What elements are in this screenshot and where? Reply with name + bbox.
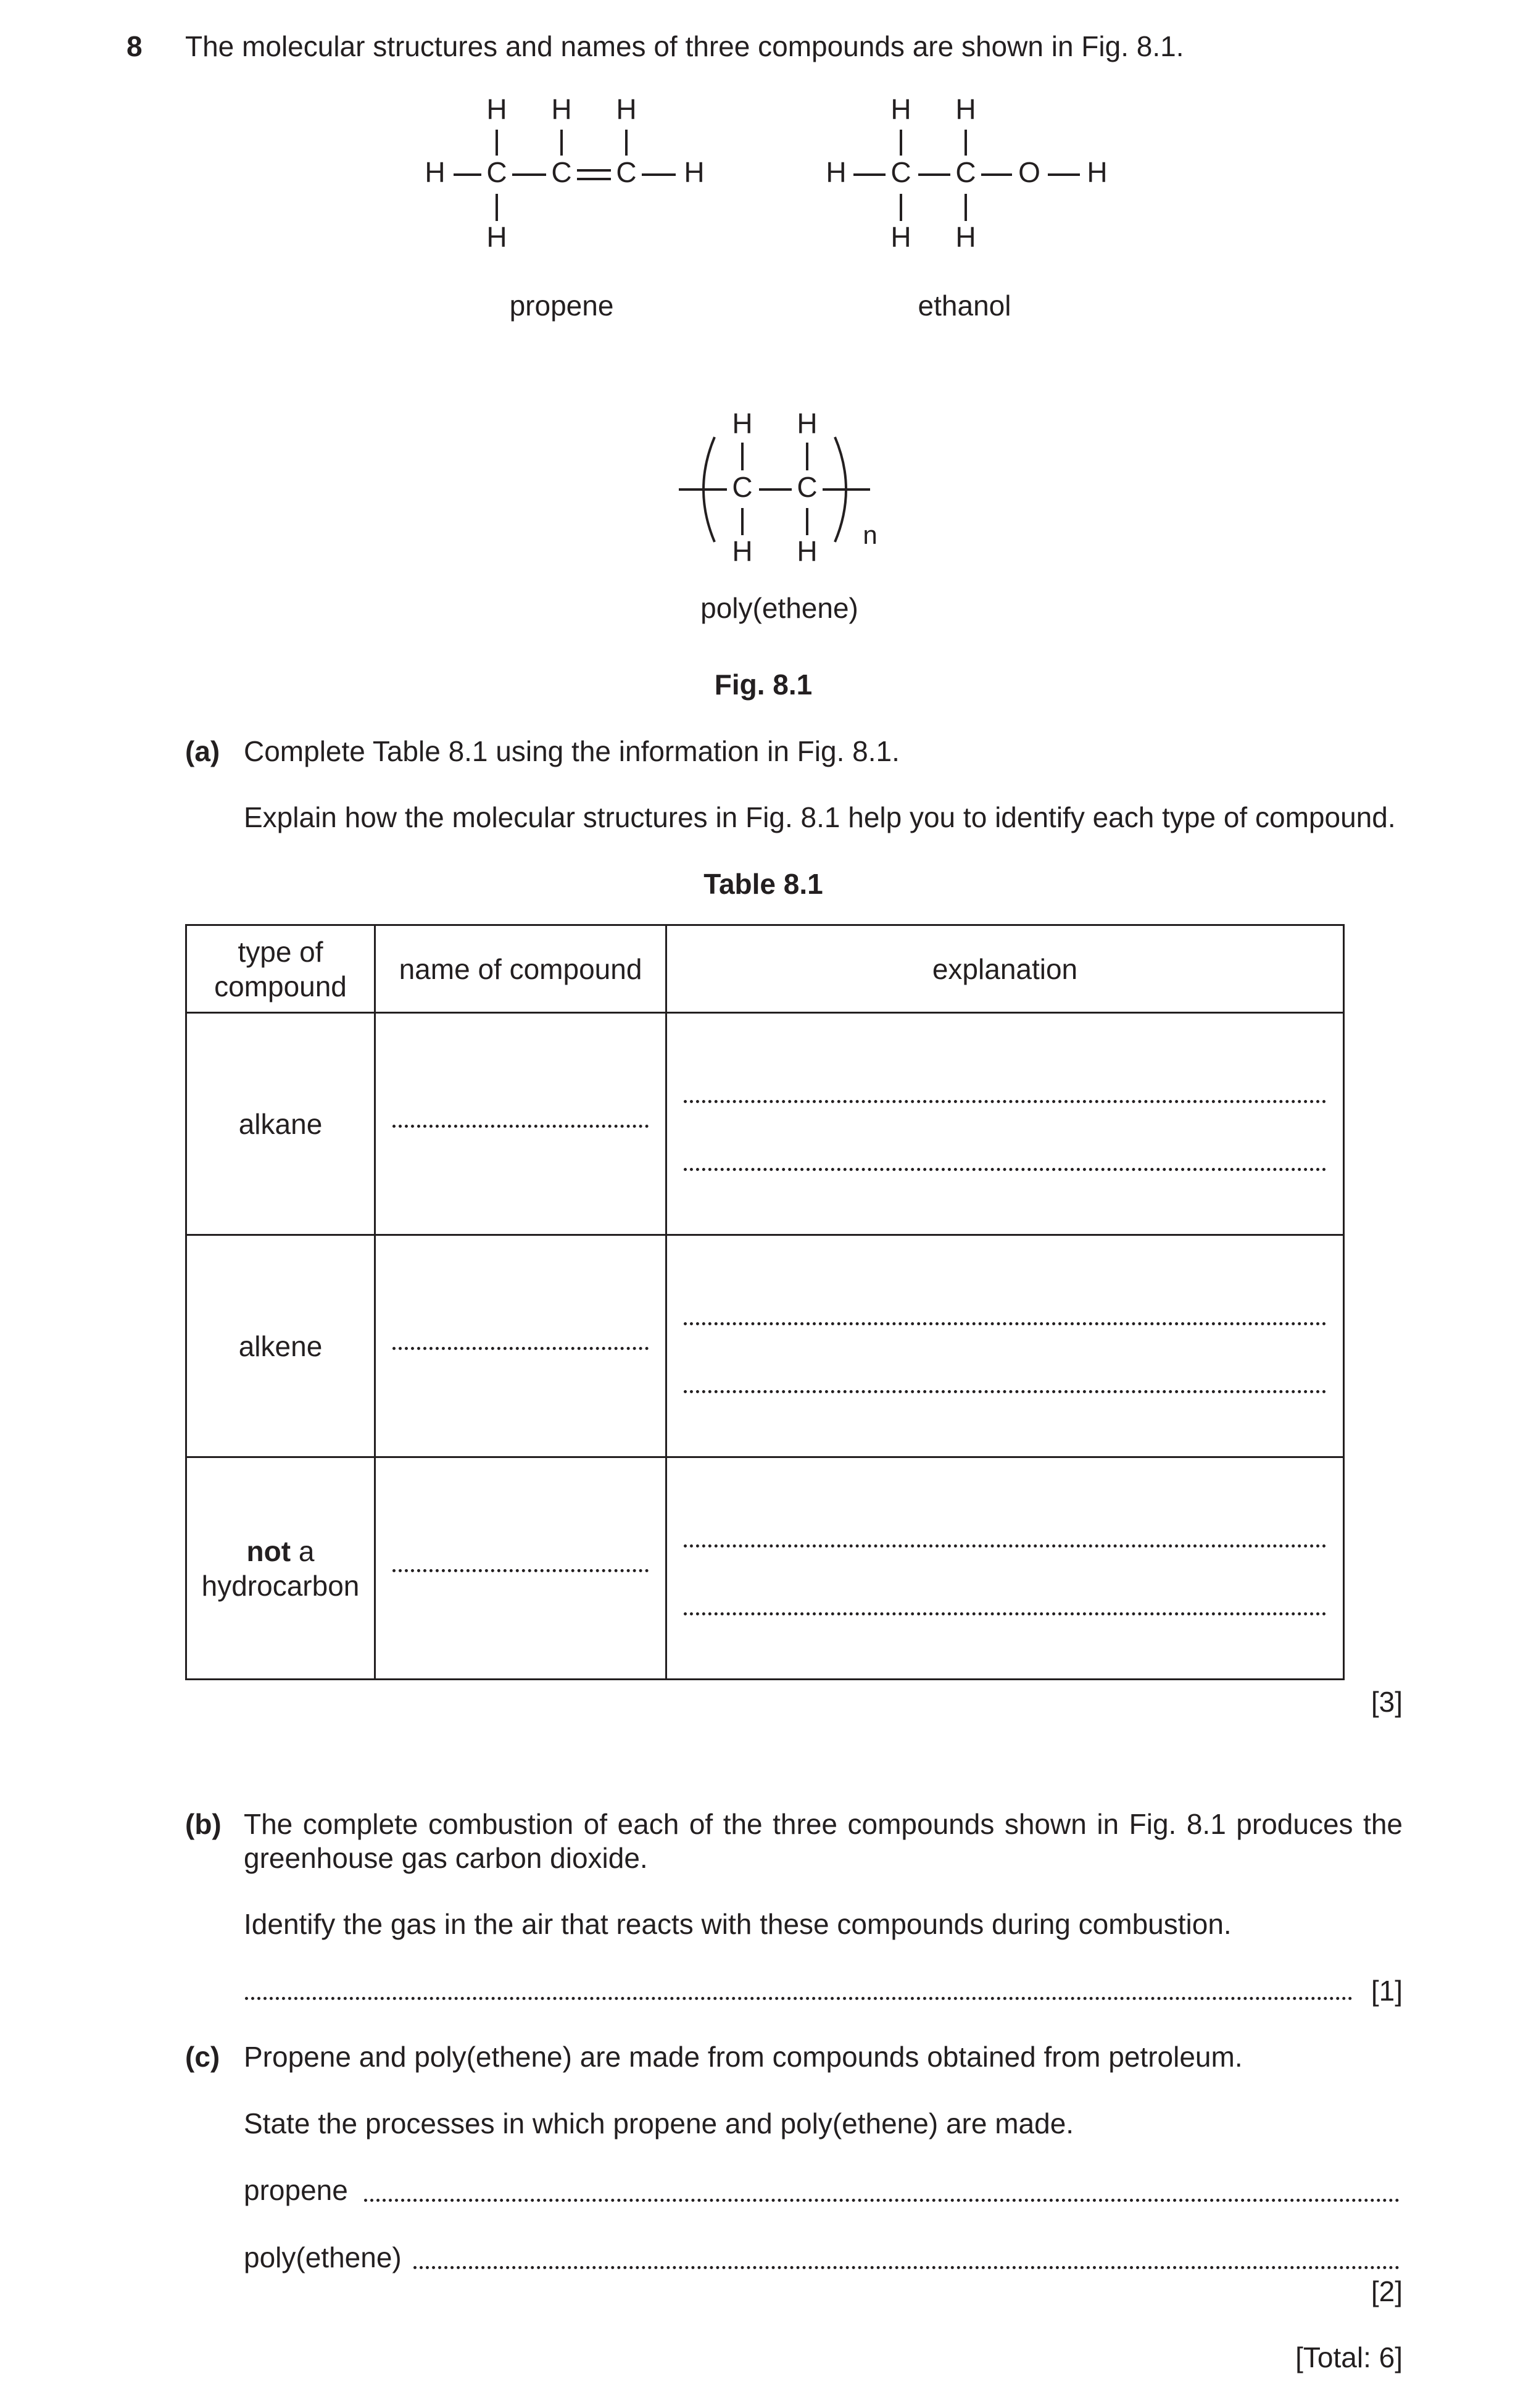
- explanation-answer-cell: [666, 1235, 1344, 1457]
- atom-h: H: [684, 156, 705, 189]
- atom-h: H: [890, 221, 911, 254]
- atom-c: C: [890, 156, 911, 189]
- part-c-line1: Propene and poly(ethene) are made from compounds obtained from petroleum.: [244, 2041, 1243, 2073]
- part-b-question: Identify the gas in the air that reacts with these compounds during combustion.: [244, 1908, 1232, 1940]
- row-type-not-hydrocarbon: [186, 1457, 375, 1680]
- explanation-answer-line[interactable]: [684, 1612, 1326, 1615]
- question-intro: The molecular structures and names of three compounds are shown in Fig. 8.1.: [185, 30, 1184, 62]
- atom-h: H: [797, 535, 818, 568]
- part-c-label: (c): [185, 2041, 220, 2073]
- type-line2: hydrocarbon: [201, 1569, 360, 1602]
- name-answer-line[interactable]: [392, 1125, 649, 1128]
- atom-h: H: [486, 221, 507, 254]
- atom-h: H: [616, 93, 637, 126]
- explanation-answer-line[interactable]: [684, 1322, 1326, 1325]
- atom-h: H: [1087, 156, 1108, 189]
- part-b-label: (b): [185, 1808, 222, 1840]
- explanation-answer-line[interactable]: [684, 1100, 1326, 1103]
- atom-h: H: [425, 156, 446, 189]
- atom-c: C: [551, 156, 572, 189]
- row-type-alkene: alkene: [186, 1235, 375, 1457]
- ethanol-structure: [826, 93, 1107, 253]
- polyethene-answer-line[interactable]: [413, 2266, 1400, 2269]
- header-type: [186, 925, 375, 1013]
- header-type-line1: type of: [238, 935, 323, 968]
- polyethene-label: poly(ethene): [700, 592, 858, 624]
- name-answer-cell: [375, 1235, 666, 1457]
- atom-h: H: [955, 93, 976, 126]
- part-a-label: (a): [185, 735, 220, 767]
- propene-label: propene: [509, 290, 614, 322]
- explanation-answer-line[interactable]: [684, 1544, 1326, 1548]
- figure-caption: Fig. 8.1: [714, 669, 813, 701]
- part-c-marks: [2]: [1371, 2275, 1403, 2307]
- table-row: [186, 1235, 1344, 1457]
- type-emphasis: not: [246, 1535, 291, 1567]
- atom-o: O: [1018, 156, 1040, 189]
- total-marks: [Total: 6]: [1295, 2341, 1403, 2373]
- part-c-line2: State the processes in which propene and poly(ethene) are made.: [244, 2107, 1074, 2139]
- atom-h: H: [955, 221, 976, 254]
- propene-answer-line[interactable]: [364, 2199, 1400, 2202]
- ethanol-label: ethanol: [918, 290, 1011, 322]
- part-a-instruction: Complete Table 8.1 using the information in Fig. 8.1.: [244, 735, 900, 767]
- polyethene-answer-label: poly(ethene): [244, 2241, 402, 2273]
- part-a-explain: Explain how the molecular structures in Fig. 8.1 help you to identify each type of compound.: [244, 801, 1396, 833]
- atom-c: C: [797, 471, 818, 504]
- name-answer-cell: [375, 1457, 666, 1680]
- name-answer-cell: [375, 1013, 666, 1235]
- atom-h: H: [826, 156, 847, 189]
- table-header-row: [186, 925, 1344, 1013]
- question-number: 8: [127, 30, 143, 62]
- atom-c: C: [486, 156, 507, 189]
- atom-c: C: [732, 471, 753, 504]
- atom-h: H: [486, 93, 507, 126]
- polyethene-structure: [732, 407, 877, 567]
- atom-h: H: [797, 407, 818, 440]
- part-b-answer-line[interactable]: [245, 1997, 1353, 2000]
- atom-h: H: [732, 535, 753, 568]
- name-answer-line[interactable]: [392, 1569, 649, 1572]
- table-row: [186, 1013, 1344, 1235]
- header-explanation: explanation: [666, 925, 1344, 1013]
- explanation-answer-line[interactable]: [684, 1390, 1326, 1393]
- header-type-line2: compound: [214, 970, 347, 1002]
- part-b-line2: greenhouse gas carbon dioxide.: [244, 1842, 648, 1874]
- atom-h: H: [551, 93, 572, 126]
- repeat-unit-n: n: [863, 520, 878, 550]
- polyethene-bonds: [679, 437, 870, 542]
- header-name: name of compound: [375, 925, 666, 1013]
- part-b-marks: [1]: [1371, 1975, 1403, 2007]
- table-title: Table 8.1: [703, 868, 823, 900]
- figure-8-1: [0, 0, 1531, 648]
- atom-c: C: [955, 156, 976, 189]
- part-a-marks: [3]: [1371, 1686, 1403, 1718]
- propene-answer-label: propene: [244, 2174, 348, 2206]
- table-8-1: [185, 924, 1345, 1680]
- explanation-answer-cell: [666, 1013, 1344, 1235]
- explanation-answer-line[interactable]: [684, 1168, 1326, 1171]
- table-row: [186, 1457, 1344, 1680]
- name-answer-line[interactable]: [392, 1347, 649, 1350]
- type-rest: a: [291, 1535, 315, 1567]
- part-b-line1: The complete combustion of each of the three compounds shown in Fig. 8.1 produces the: [244, 1808, 1403, 1840]
- row-type-alkane: alkane: [186, 1013, 375, 1235]
- atom-h: H: [890, 93, 911, 126]
- propene-structure: [425, 93, 704, 253]
- atom-h: H: [732, 407, 753, 440]
- explanation-answer-cell: [666, 1457, 1344, 1680]
- atom-c: C: [616, 156, 637, 189]
